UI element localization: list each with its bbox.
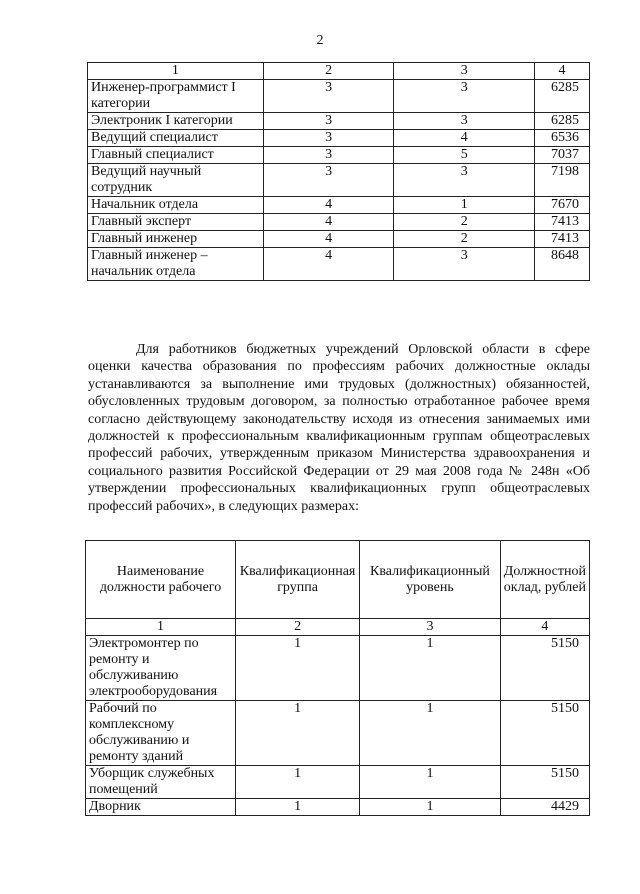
qualification-level: 1 (360, 636, 501, 701)
column-number: 1 (86, 619, 236, 636)
qualification-group: 3 (263, 147, 394, 164)
table-row (88, 248, 590, 281)
position-name: Ведущий специалист (88, 130, 264, 147)
workers-salary-table (85, 540, 590, 816)
qualification-level: 3 (394, 113, 535, 130)
position-name: Главный инженер (88, 231, 264, 248)
table-header-row (86, 541, 590, 619)
qualification-group: 1 (236, 799, 360, 816)
column-number: 4 (500, 619, 589, 636)
column-number: 1 (88, 63, 264, 80)
salary: 7037 (535, 147, 590, 164)
table-row (86, 799, 590, 816)
salary: 5150 (500, 636, 589, 701)
column-number: 3 (394, 63, 535, 80)
qualification-group: 3 (263, 130, 394, 147)
column-header-group: Квалификационная группа (236, 541, 360, 619)
salary: 6536 (535, 130, 590, 147)
body-paragraph: Для работников бюджетных учреждений Орловской области в сфере оценки качества образования по профессиям рабочих должностные оклады устанавливаются за выполнение ими трудовых (должностных) обязанностей, обусловленных трудовым договором, за полностью отработанное рабочее время согласно действующему законодательству исходя из отнесения занимаемых ими должностей к профессиональным квалификационным группам общеотраслевых профессий рабочих, утвержденным приказом Министерства здравоохранения и социального развития Российской Федерации от 29 мая 2008 года № 248н «Об утверждении профессиональных квалификационных групп общеотраслевых профессий рабочих», в следующих размерах: (88, 342, 590, 514)
salary: 7198 (535, 164, 590, 197)
position-name: Электромонтер по ремонту и обслуживанию электрооборудования (86, 636, 236, 701)
position-name: Рабочий по комплексному обслуживанию и ремонту зданий (86, 701, 236, 766)
column-header-salary: Должностной оклад, рублей (500, 541, 589, 619)
table-header-row (88, 63, 590, 80)
table-row (88, 113, 590, 130)
qualification-level: 2 (394, 231, 535, 248)
table-row (88, 197, 590, 214)
qualification-group: 4 (263, 197, 394, 214)
table-row (86, 636, 590, 701)
qualification-group: 3 (263, 164, 394, 197)
qualification-level: 3 (394, 248, 535, 281)
table-row (88, 130, 590, 147)
table-row (88, 231, 590, 248)
qualification-group: 1 (236, 701, 360, 766)
salary: 7413 (535, 214, 590, 231)
table-row (88, 80, 590, 113)
position-name: Дворник (86, 799, 236, 816)
salary: 7670 (535, 197, 590, 214)
qualification-level: 3 (394, 164, 535, 197)
qualification-group: 4 (263, 248, 394, 281)
qualification-group: 3 (263, 80, 394, 113)
column-header-level: Квалификационный уровень (360, 541, 501, 619)
position-name: Главный инженер – начальник отдела (88, 248, 264, 281)
position-name: Инженер-программист I категории (88, 80, 264, 113)
salary: 6285 (535, 80, 590, 113)
salary: 5150 (500, 701, 589, 766)
table-row (88, 214, 590, 231)
qualification-level: 2 (394, 214, 535, 231)
table-row (88, 164, 590, 197)
qualification-level: 1 (360, 766, 501, 799)
qualification-group: 4 (263, 231, 394, 248)
page-number: 2 (316, 33, 324, 48)
column-header-position: Наименование должности рабочего (86, 541, 236, 619)
table-row (86, 701, 590, 766)
qualification-group: 3 (263, 113, 394, 130)
qualification-level: 4 (394, 130, 535, 147)
position-name: Электроник I категории (88, 113, 264, 130)
column-number: 3 (360, 619, 501, 636)
position-name: Главный эксперт (88, 214, 264, 231)
position-name: Начальник отдела (88, 197, 264, 214)
salary: 6285 (535, 113, 590, 130)
position-name: Уборщик служебных помещений (86, 766, 236, 799)
table-row (88, 147, 590, 164)
salary: 5150 (500, 766, 589, 799)
position-name: Главный специалист (88, 147, 264, 164)
qualification-level: 1 (360, 799, 501, 816)
column-number: 2 (236, 619, 360, 636)
qualification-level: 1 (394, 197, 535, 214)
table-row (86, 766, 590, 799)
column-number: 2 (263, 63, 394, 80)
qualification-group: 1 (236, 636, 360, 701)
column-number: 4 (535, 63, 590, 80)
column-number-row (86, 619, 590, 636)
salary: 7413 (535, 231, 590, 248)
salary: 8648 (535, 248, 590, 281)
positions-salary-table (87, 62, 590, 281)
qualification-level: 5 (394, 147, 535, 164)
qualification-group: 4 (263, 214, 394, 231)
qualification-level: 1 (360, 701, 501, 766)
salary: 4429 (500, 799, 589, 816)
qualification-level: 3 (394, 80, 535, 113)
position-name: Ведущий научный сотрудник (88, 164, 264, 197)
qualification-group: 1 (236, 766, 360, 799)
